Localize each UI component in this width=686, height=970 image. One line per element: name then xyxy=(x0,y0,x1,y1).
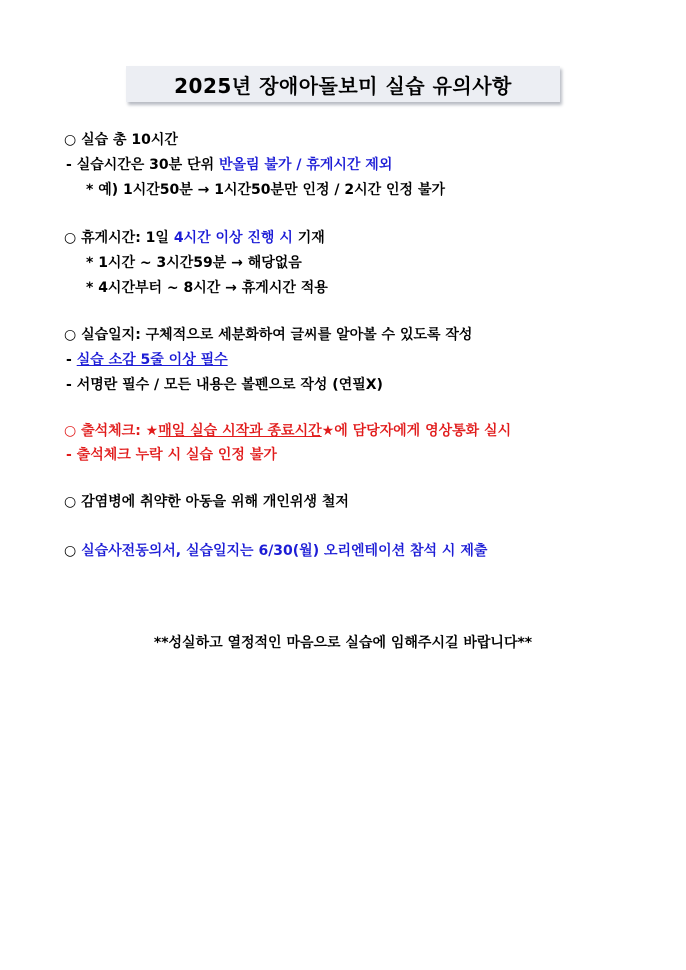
section-2-line-2: * 4시간부터 ~ 8시간 → 휴게시간 적용 xyxy=(86,280,328,296)
bullet: ○ xyxy=(64,494,77,510)
highlight-text: 반올림 불가 / 휴게시간 제외 xyxy=(218,157,393,173)
section-5-heading: ○ 감염병에 취약한 아동을 위해 개인위생 철저 xyxy=(64,494,349,510)
section-4-line-1: - 출석체크 누락 시 실습 인정 불가 xyxy=(66,447,277,463)
section-6-heading: ○ 실습사전동의서, 실습일지는 6/30(월) 오리엔테이션 참석 시 제출 xyxy=(64,543,488,559)
page-title: 2025년 장애아돌보미 실습 유의사항 xyxy=(174,73,512,98)
section-1-line-2: * 예) 1시간50분 → 1시간50분만 인정 / 2시간 인정 불가 xyxy=(86,182,446,198)
title-box xyxy=(126,66,560,102)
highlight-text: 4시간 이상 진행 시 xyxy=(173,230,293,246)
section-1-heading: ○ 실습 총 10시간 xyxy=(64,132,178,148)
star-icon: ★ xyxy=(321,423,335,439)
bullet: ○ xyxy=(64,327,77,343)
section-1-line-1: - 실습시간은 30분 단위 반올림 불가 / 휴게시간 제외 xyxy=(66,157,393,173)
section-3-heading: ○ 실습일지: 구체적으로 세분화하여 글씨를 알아볼 수 있도록 작성 xyxy=(64,327,473,343)
section-4-heading: ○ 출석체크: ★매일 실습 시작과 종료시간★에 담당자에게 영상통화 실시 xyxy=(64,423,512,439)
star-icon: ★ xyxy=(145,423,159,439)
section-3-line-2: - 서명란 필수 / 모든 내용은 볼펜으로 작성 (연필X) xyxy=(66,377,383,393)
bullet: ○ xyxy=(64,543,77,559)
highlight-text: 실습 소감 5줄 이상 필수 xyxy=(76,352,228,368)
bullet: ○ xyxy=(64,230,77,246)
bullet: ○ xyxy=(64,423,77,439)
footer-message: **성실하고 열정적인 마음으로 실습에 임해주시길 바랍니다** xyxy=(153,635,533,651)
section-2-line-1: * 1시간 ~ 3시간59분 → 해당없음 xyxy=(86,255,302,271)
bullet: ○ xyxy=(64,132,77,148)
section-2-heading: ○ 휴게시간: 1일 4시간 이상 진행 시 기재 xyxy=(64,230,325,246)
section-3-line-1: - 실습 소감 5줄 이상 필수 xyxy=(66,352,228,368)
highlight-text: 매일 실습 시작과 종료시간 xyxy=(158,423,322,439)
